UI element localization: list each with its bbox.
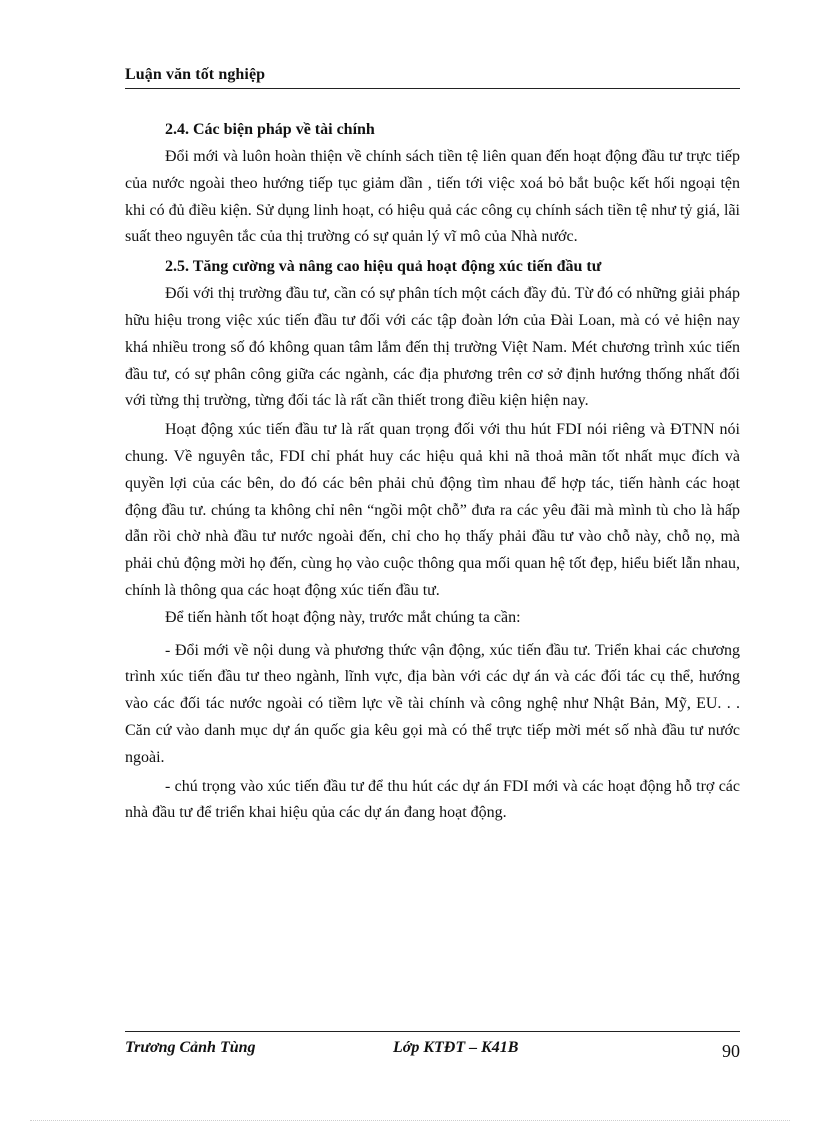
paragraph-financial-measures: Đổi mới và luôn hoàn thiện về chính sách tiền tệ liên quan đến hoạt động đầu tư trực tiếp của nước ngoài theo hướng tiếp tục giảm dần , tiến tới việc xoá bỏ bắt buộc kết hối ngoại tện khi có đủ điều kiện. Sử dụng linh hoạt, có hiệu quả các công cụ chính sách tiền tệ như tỷ giá, lãi suất theo nguyên tắc của thị trường có sự quản lý vĩ mô của Nhà nước. bbox=[125, 148, 740, 246]
paragraph-investment-market: Đối với thị trường đầu tư, cần có sự phân tích một cách đầy đủ. Từ đó có những giải pháp hữu hiệu trong việc xúc tiến đầu tư đối với các tập đoàn lớn của Đài Loan, mà có vẻ hiện nay khá nhiều trong số đó không quan tâm lắm đến thị trường Việt Nam. Mét chương trình xúc tiến đầu tư, có sự phân công giữa các ngành, các địa phương trên cơ sở định hướng thống nhất đối với từng thị trường, từng đối tác là rất cần thiết trong điều kiện hiện nay. bbox=[125, 285, 740, 410]
paragraph-immediate-needs: Để tiến hành tốt hoạt động này, trước mắt chúng ta cần: bbox=[165, 608, 521, 626]
document-body bbox=[125, 116, 740, 827]
footer-author: Trương Cảnh Tùng bbox=[125, 1039, 256, 1056]
page-footer bbox=[125, 1031, 740, 1061]
list-item-innovation: - Đổi mới về nội dung và phương thức vận động, xúc tiến đầu tư. Triển khai các chương trình xúc tiến đầu tư theo ngành, lĩnh vực, địa bàn với các dự án và các đối tác cụ thể, hướng vào các đối tác nước ngoài có tiềm lực về tài chính và công nghệ như Nhật Bản, Mỹ, EU. . . Căn cứ vào danh mục dự án quốc gia kêu gọi mà có thể trực tiếp mời mét số nhà đầu tư nước ngoài. bbox=[125, 641, 740, 766]
page-bottom-border bbox=[30, 1120, 790, 1121]
footer-class: Lớp KTĐT – K41B bbox=[393, 1039, 519, 1056]
header-title: Luận văn tốt nghiệp bbox=[125, 66, 266, 83]
list-item-new-fdi: - chú trọng vào xúc tiến đầu tư để thu hút các dự án FDI mới và các hoạt động hỗ trợ các nhà đầu tư để triển khai hiệu qủa các dự án đang hoạt động. bbox=[125, 777, 740, 822]
page-number: 90 bbox=[722, 1041, 740, 1061]
paragraph-investment-promotion: Hoạt động xúc tiến đầu tư là rất quan trọng đối với thu hút FDI nói riêng và ĐTNN nói chung. Về nguyên tắc, FDI chỉ phát huy các hiệu quả khi nã thoả mãn tốt nhất mục đích và quyền lợi của các bên, do đó các bên phải chủ động tìm nhau để hợp tác, tiến hành các hoạt động đầu tư. chúng ta không chỉ nên “ngồi một chỗ” đưa ra các yêu đãi mà mình tù cho là hấp dẫn rồi chờ nhà đầu tư nước ngoài đến, chỉ cho họ thấy phải đầu tư vào chỗ này, chỗ nọ, mà phải chủ động mời họ đến, cùng họ vào cuộc thông qua mối quan hệ tốt đẹp, hiểu biết lẫn nhau, chính là thông qua các hoạt động xúc tiến đầu tư. bbox=[125, 421, 740, 599]
section-heading-2-4: 2.4. Các biện pháp về tài chính bbox=[165, 121, 375, 138]
section-heading-2-5: 2.5. Tăng cường và nâng cao hiệu quả hoạt động xúc tiến đầu tư bbox=[165, 258, 602, 276]
page-header bbox=[125, 66, 740, 89]
